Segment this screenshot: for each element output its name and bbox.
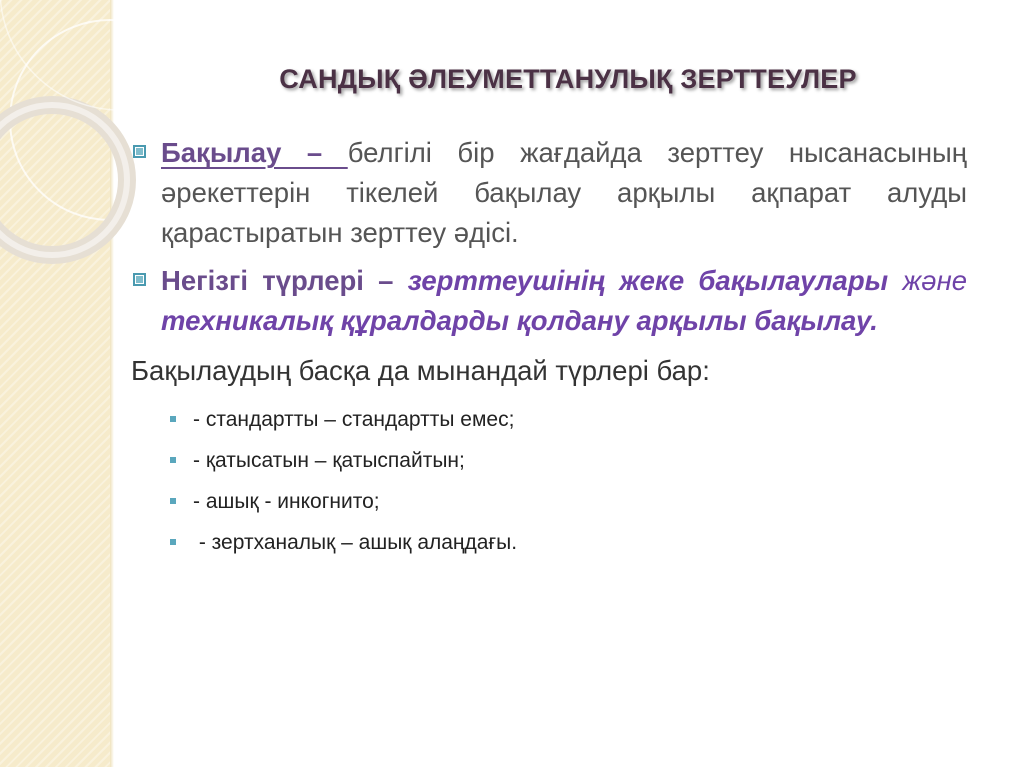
decorative-side-band: [0, 0, 112, 767]
types-dash: –: [363, 265, 408, 296]
list-item: [131, 481, 967, 522]
list-item-text: - стандартты – стандартты емес;: [193, 408, 515, 431]
list-item-text: - ашық - инкогнито;: [193, 490, 380, 513]
types-part-1: зерттеушінің жеке бақылаулары: [407, 265, 889, 296]
types-lead: Негізгі түрлері: [161, 265, 364, 296]
types-conjunction: және: [888, 265, 967, 296]
list-item: [131, 440, 967, 481]
types-paragraph: [131, 261, 967, 341]
square-bullet-icon: [133, 273, 146, 286]
list-item-text: - қатысатын – қатыспайтын;: [193, 449, 465, 472]
list-item: [131, 399, 967, 440]
square-bullet-icon: [133, 145, 146, 158]
list-item: [131, 522, 967, 563]
definition-term: Бақылау –: [161, 137, 348, 168]
list-item-text: - зертханалық – ашық алаңдағы.: [193, 531, 518, 554]
small-square-bullet-icon: [170, 457, 176, 463]
intro-text: Бақылаудың басқа да мынандай түрлері бар:: [131, 355, 710, 386]
definition-paragraph: [131, 133, 967, 253]
types-part-2: техникалық құралдарды қолдану арқылы бақылау.: [161, 305, 878, 336]
small-square-bullet-icon: [170, 539, 176, 545]
types-list: [131, 399, 967, 563]
small-square-bullet-icon: [170, 416, 176, 422]
definition-text: белгілі бір жағдайда зерттеу нысанасының әрекеттерін тікелей бақылау арқылы ақпарат алуды қарастыратын зерттеу әдісі.: [161, 137, 967, 248]
slide-content: [131, 133, 967, 563]
small-square-bullet-icon: [170, 498, 176, 504]
band-edge-divider: [110, 0, 114, 767]
slide-title: САНДЫҚ ӘЛЕУМЕТТАНУЛЫҚ ЗЕРТТЕУЛЕР: [279, 64, 857, 94]
